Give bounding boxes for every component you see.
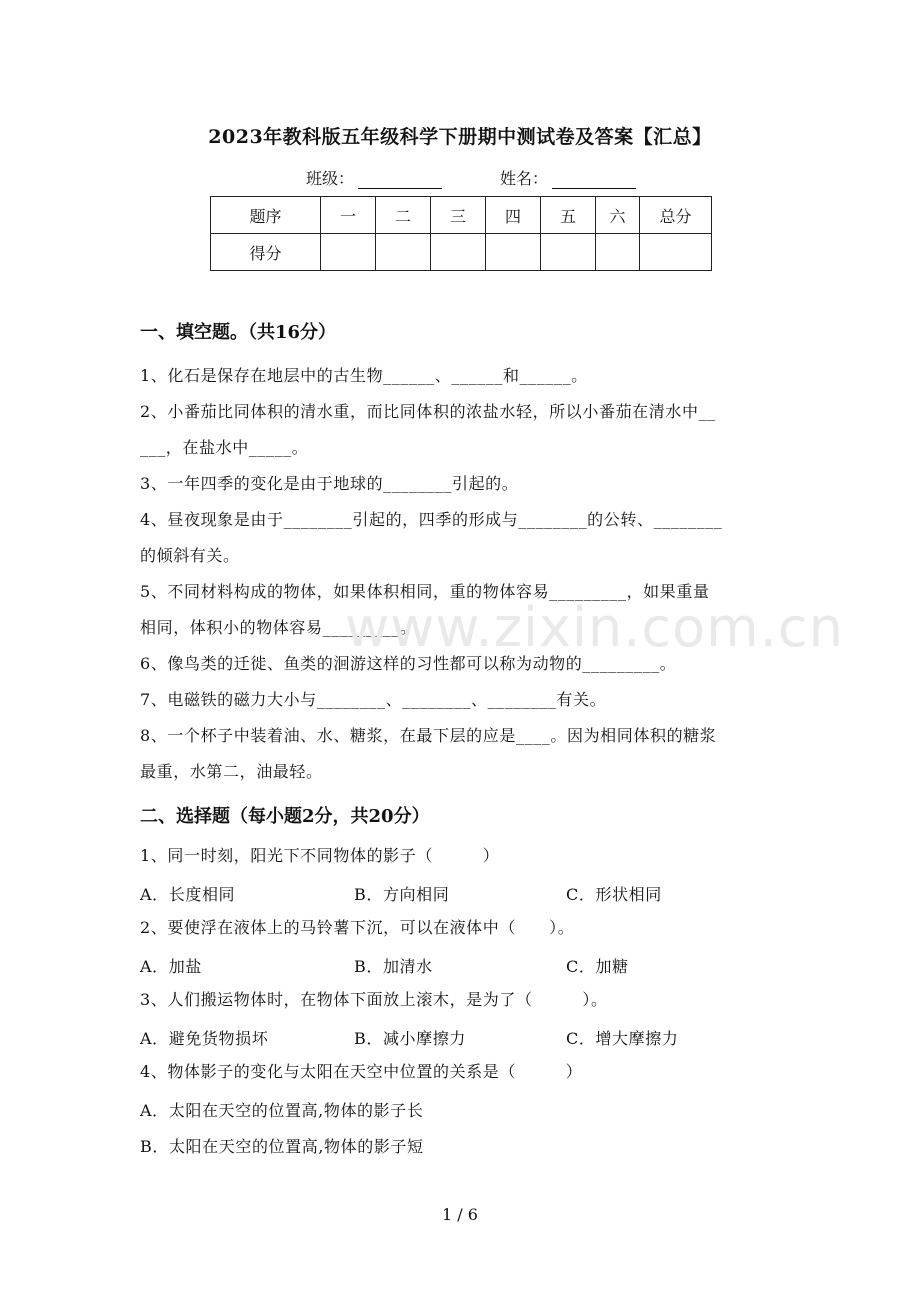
score-header-cell: 一 [321, 197, 376, 234]
name-field [500, 166, 636, 189]
fill-question: 8、一个杯子中装着油、水、糖浆，在最下层的应是____。因为相同体积的糖浆 最重，水第二，油最轻。 [140, 726, 717, 781]
class-field [306, 166, 442, 189]
choice-question-stem: 3、人们搬运物体时，在物体下面放上滚木，是为了（ ）。 [140, 990, 608, 1009]
score-table [210, 196, 712, 271]
class-label: 班级： [306, 169, 355, 188]
score-header-cell: 总分 [640, 197, 712, 234]
score-header-cell: 三 [431, 197, 486, 234]
choice-option: C．加糖 [566, 957, 629, 976]
score-cell [596, 234, 640, 271]
class-blank [358, 170, 442, 189]
choice-question-stem: 4、物体影子的变化与太阳在天空中位置的关系是（ ） [140, 1062, 583, 1081]
score-row-label: 得分 [211, 234, 321, 271]
fill-question: 3、一年四季的变化是由于地球的________引起的。 [140, 474, 519, 493]
score-cell [486, 234, 541, 271]
score-cell [541, 234, 596, 271]
score-cell [376, 234, 431, 271]
choice-option: B．方向相同 [354, 885, 450, 904]
fill-question: 6、像鸟类的迁徙、鱼类的洄游这样的习性都可以称为动物的_________。 [140, 654, 677, 673]
score-cell [640, 234, 712, 271]
score-table-score-row [211, 234, 712, 271]
score-header-cell: 六 [596, 197, 640, 234]
score-header-cell: 二 [376, 197, 431, 234]
choice-option: A．长度相同 [140, 885, 236, 904]
name-blank [552, 170, 636, 189]
fill-question: 7、电磁铁的磁力大小与________、________、________有关。 [140, 690, 607, 709]
choice-option: A．太阳在天空的位置高,物体的影子长 [140, 1101, 424, 1120]
choice-option: B．太阳在天空的位置高,物体的影子短 [140, 1137, 424, 1156]
document-title: 2023年教科版五年级科学下册期中测试卷及答案【汇总】 [208, 126, 712, 148]
choice-option: B．加清水 [354, 957, 433, 976]
score-header-cell: 四 [486, 197, 541, 234]
score-header-cell: 五 [541, 197, 596, 234]
watermark: www.zixin.com.cn [345, 596, 844, 659]
score-cell [321, 234, 376, 271]
choice-question-stem: 2、要使浮在液体上的马铃薯下沉，可以在液体中（ ）。 [140, 918, 575, 937]
choice-option: A．避免货物损坏 [140, 1029, 269, 1048]
choice-question-stem: 1、同一时刻，阳光下不同物体的影子（ ） [140, 846, 500, 865]
score-table-header-row [211, 197, 712, 234]
section1-title: 一、填空题。（共16分） [140, 322, 337, 343]
score-header-cell: 题序 [211, 197, 321, 234]
choice-option: C．增大摩擦力 [566, 1029, 679, 1048]
section2-title: 二、选择题（每小题2分，共20分） [140, 806, 430, 827]
fill-question: 4、昼夜现象是由于________引起的，四季的形成与________的公转、________ 的倾斜有关。 [140, 510, 723, 565]
choice-option: B．减小摩擦力 [354, 1029, 466, 1048]
fill-question: 5、不同材料构成的物体，如果体积相同，重的物体容易_________，如果重量 相同，体积小的物体容易_________。 [140, 582, 710, 637]
name-label: 姓名： [500, 169, 549, 188]
fill-question: 1、化石是保存在地层中的古生物______、______和______。 [140, 366, 588, 385]
score-cell [431, 234, 486, 271]
choice-option: A．加盐 [140, 957, 202, 976]
fill-question: 2、小番茄比同体积的清水重，而比同体积的浓盐水轻，所以小番茄在清水中__ ___，在盐水中_____。 [140, 402, 716, 457]
page-number: 1 / 6 [442, 1205, 478, 1224]
choice-option: C．形状相同 [566, 885, 662, 904]
